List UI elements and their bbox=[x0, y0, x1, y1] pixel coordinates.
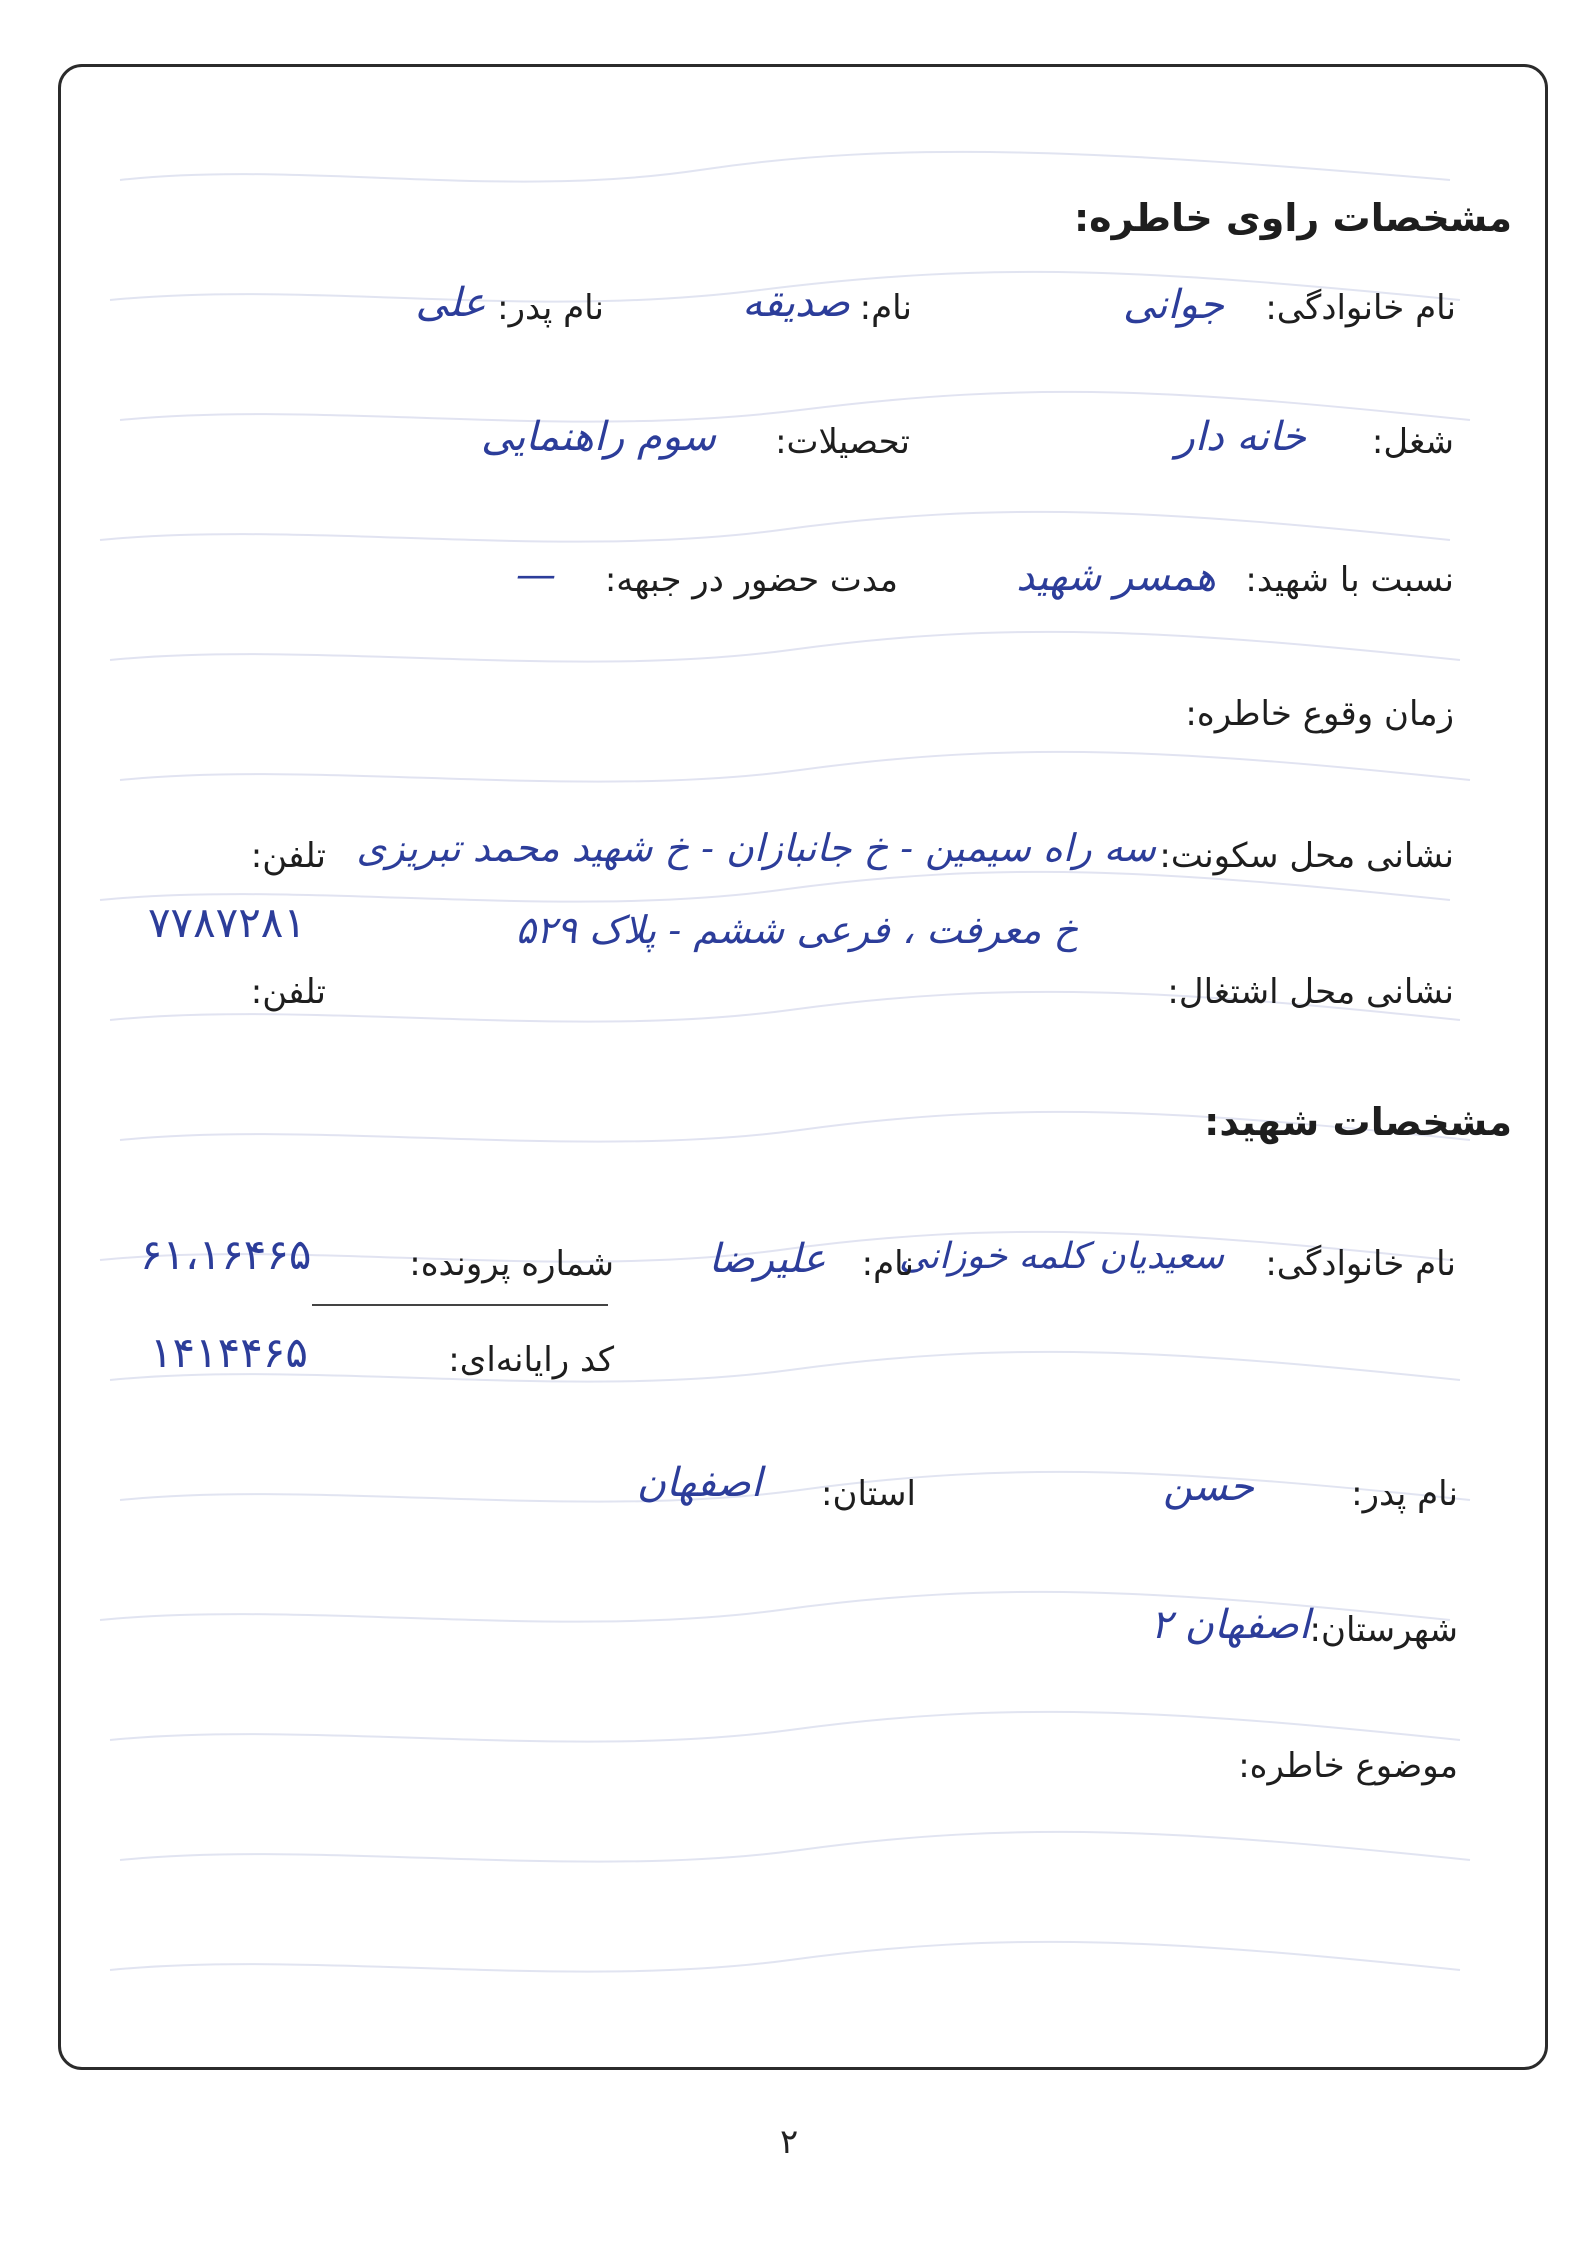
province-value: اصفهان bbox=[636, 1460, 762, 1506]
phone-label: تلفن: bbox=[250, 836, 326, 876]
page-number: ۲ bbox=[780, 2122, 799, 2162]
file-number-underline bbox=[312, 1304, 608, 1306]
martyr-father-value: حسن bbox=[1163, 1464, 1254, 1510]
martyr-name-label: نام: bbox=[861, 1244, 914, 1284]
martyr-name-value: علیرضا bbox=[708, 1236, 826, 1282]
front-duration-value: — bbox=[516, 552, 556, 598]
memory-topic-label: موضوع خاطره: bbox=[1238, 1746, 1458, 1786]
narrator-name-value: صدیقه bbox=[742, 280, 850, 326]
education-label: تحصیلات: bbox=[775, 422, 910, 462]
province-label: استان: bbox=[821, 1474, 916, 1514]
martyr-heading: مشخصات شهید: bbox=[1204, 1100, 1512, 1144]
martyr-family-label: نام خانوادگی: bbox=[1265, 1244, 1456, 1284]
computer-code-label: کد رایانه‌ای: bbox=[448, 1340, 614, 1380]
job-label: شغل: bbox=[1371, 422, 1454, 462]
address-line-1: سه راه سیمین - خ جانبازان - خ شهید محمد تبریزی bbox=[356, 826, 1156, 870]
computer-code-value: ۱۴۱۴۴۶۵ bbox=[150, 1328, 308, 1377]
narrator-family-label: نام خانوادگی: bbox=[1265, 288, 1456, 328]
narrator-father-label: نام پدر: bbox=[497, 288, 604, 328]
job-value: خانه دار bbox=[1175, 414, 1306, 460]
narrator-name-label: نام: bbox=[859, 288, 912, 328]
address-line-2: خ معرفت ، فرعی ششم - پلاک ۵۲۹ bbox=[515, 908, 1078, 952]
relation-value: همسر شهید bbox=[1016, 554, 1216, 600]
narrator-father-value: علی bbox=[415, 280, 486, 326]
front-duration-label: مدت حضور در جبهه: bbox=[604, 560, 898, 600]
education-value: سوم راهنمایی bbox=[480, 414, 716, 460]
narrator-heading: مشخصات راوی خاطره: bbox=[1073, 196, 1512, 240]
martyr-father-label: نام پدر: bbox=[1351, 1474, 1458, 1514]
narrator-family-value: جوانی bbox=[1123, 282, 1224, 328]
memory-time-label: زمان وقوع خاطره: bbox=[1185, 694, 1454, 734]
city-label: شهرستان: bbox=[1309, 1610, 1458, 1650]
file-number-label: شماره پرونده: bbox=[409, 1244, 614, 1284]
martyr-family-value: سعیدیان کلمه خوزانی bbox=[898, 1236, 1224, 1277]
work-address-label: نشانی محل اشتغال: bbox=[1167, 972, 1454, 1012]
work-phone-label: تلفن: bbox=[250, 972, 326, 1012]
city-value: اصفهان ۲ bbox=[1150, 1602, 1310, 1648]
file-number-value: ۶۱،۱۶۴۶۵ bbox=[140, 1230, 312, 1279]
address-label: نشانی محل سکونت: bbox=[1159, 836, 1454, 876]
relation-label: نسبت با شهید: bbox=[1245, 560, 1454, 600]
phone-value: ۷۷۸۷۲۸۱ bbox=[148, 898, 306, 947]
